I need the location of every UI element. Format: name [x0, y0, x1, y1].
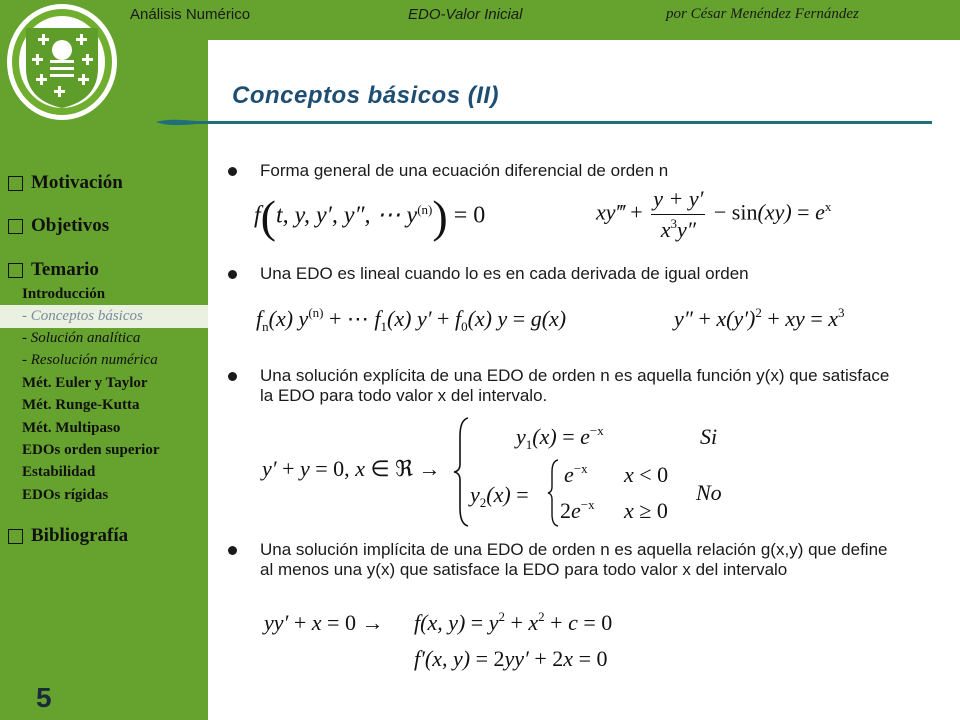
nav-item-estabilidad[interactable]: Estabilidad: [22, 464, 96, 480]
course-name: Análisis Numérico: [130, 6, 251, 23]
bullet-text-implicit-solution: Una solución implícita de una EDO de orden n es aquella relación g(x,y) que define al menos una y(x) que satisface la EDO para todo valor x del intervalo: [260, 540, 888, 579]
equation-ode-example: y′ + y = 0, x ∈ ℜ →: [262, 456, 441, 481]
nav-section-label: Bibliografía: [31, 525, 129, 546]
bullet-text-linear: Una EDO es lineal cuando lo es en cada derivada de igual orden: [260, 264, 749, 283]
author-name: por César Menéndez Fernández: [666, 6, 859, 22]
equation-implicit-derivative: f′(x, y) = 2yy′ + 2x = 0: [414, 646, 608, 671]
nav-section-motivacion[interactable]: [8, 172, 123, 194]
bullet-text-general-form: Forma general de una ecuación diferencial de orden n: [260, 161, 669, 180]
equation-case-1-cond: x < 0: [624, 462, 669, 487]
page-number: 5: [36, 682, 52, 713]
topic-name: EDO-Valor Inicial: [408, 6, 523, 23]
nav-section-objetivos[interactable]: [8, 215, 109, 237]
folder-icon: [8, 263, 23, 278]
slide-title: Conceptos básicos (II): [232, 82, 500, 109]
equation-solution-y1: $y_1(x) = e^{-x}$: [516, 423, 604, 452]
nav-item-euler-taylor[interactable]: Mét. Euler y Taylor: [22, 375, 148, 391]
nav-item-resolucion-numerica[interactable]: - Resolución numérica: [22, 352, 158, 368]
nav-item-edos-rigidas[interactable]: EDOs rígidas: [22, 487, 109, 503]
bullet-point: [228, 546, 237, 555]
nav-item-solucion-analitica[interactable]: - Solución analítica: [22, 330, 141, 346]
checkbox-icon: [8, 219, 23, 234]
nav-item-introduccion[interactable]: Introducción: [22, 286, 106, 302]
checkbox-icon: [8, 529, 23, 544]
equation-solution-y2: $y_2(x)$ =: [470, 482, 529, 510]
bullet-point: [228, 167, 237, 176]
equation-case-2: $2e^{-x}$: [560, 497, 595, 523]
nav-section-label: Temario: [31, 259, 99, 280]
equation-implicit-ode: yy′ + x = 0 →: [264, 610, 384, 635]
equation-implicit-relation: f(x, $y) = y^2 + x^2 + c = 0$: [414, 609, 613, 635]
nav-item-runge-kutta[interactable]: Mét. Runge-Kutta: [22, 397, 140, 413]
university-crest-logo: [4, 2, 120, 124]
nav-section-bibliografia[interactable]: [8, 525, 128, 547]
bullet-text-explicit-solution: Una solución explícita de una EDO de orden n es aquella función y(x) que satisface la EDO para todo valor x del intervalo.: [260, 366, 890, 405]
equation-linear-form: $f_n(x) y^{(n)}$ + ⋯ $f_1(x) y' + f_0(x) y = g(x)$: [256, 305, 567, 334]
nav-item-multipaso[interactable]: Mét. Multipaso: [22, 420, 121, 436]
nav-section-label: Objetivos: [31, 215, 110, 236]
checkbox-icon: [8, 176, 23, 191]
label-no: No: [696, 480, 722, 505]
equation-case-1: $e^{-x}$: [564, 461, 588, 487]
nav-section-label: Motivación: [31, 172, 123, 193]
title-underline: [156, 118, 932, 128]
bullet-point: [228, 270, 237, 279]
left-brace-icon: [546, 458, 560, 528]
equation-example-nonlinear: xy‴ + $\frac{y + y'}{x^3y''}$ − $\sin(xy) = e^x$: [596, 186, 832, 242]
equation-general-form: f(t, y, y′, y″, ⋯ $y^{(n)}) = 0$: [254, 191, 486, 242]
equation-linear-example: $y'' + x(y')^2$ + xy = $x^3$: [674, 305, 845, 331]
left-brace-icon: [452, 416, 472, 528]
equation-case-2-cond: x ≥ 0: [624, 498, 668, 523]
nav-section-temario[interactable]: [8, 259, 99, 281]
label-si: Si: [700, 424, 718, 449]
nav-item-edos-orden-superior[interactable]: EDOs orden superior: [22, 442, 160, 458]
nav-item-conceptos-basicos[interactable]: - Conceptos básicos: [22, 308, 143, 324]
bullet-point: [228, 372, 237, 381]
